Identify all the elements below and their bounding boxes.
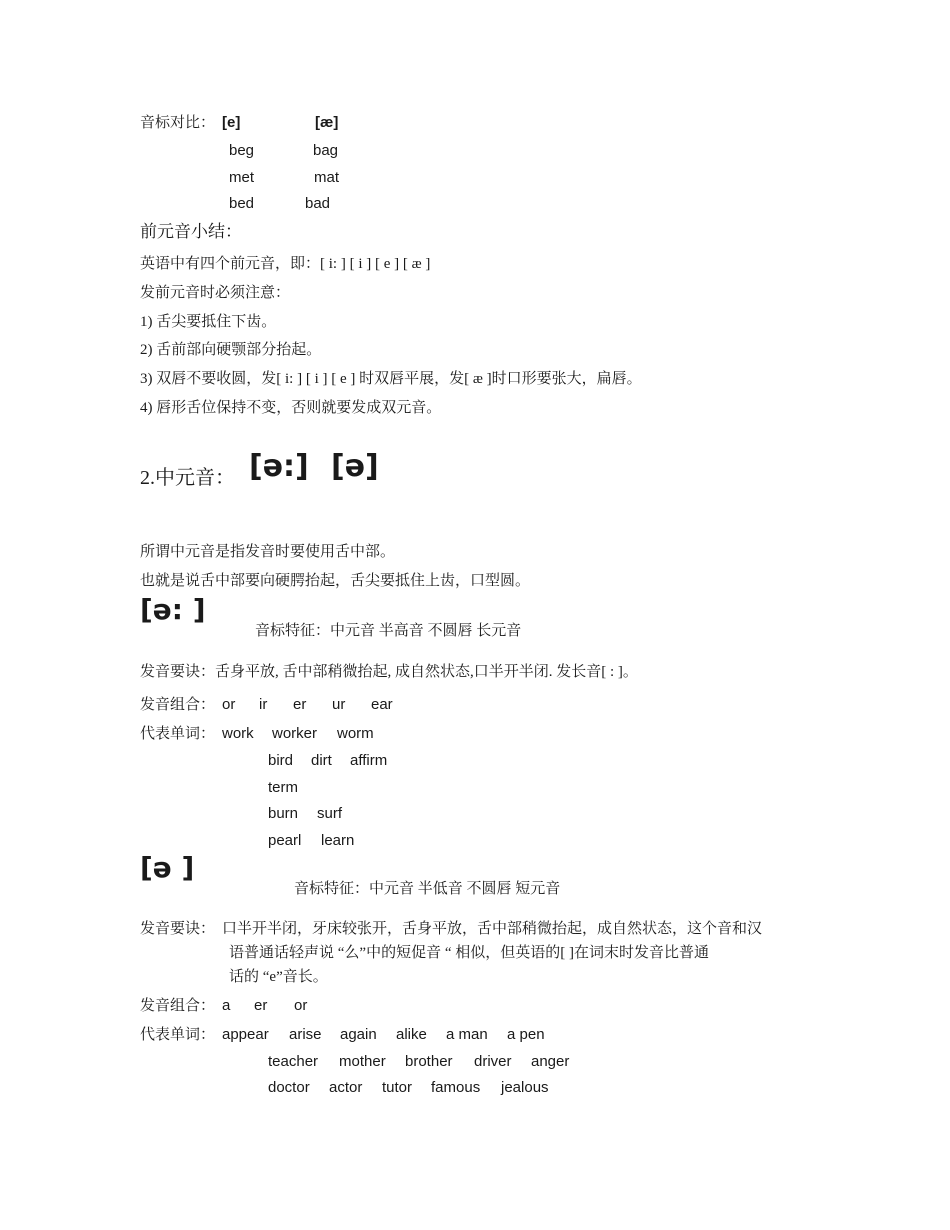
example-word: a man [446, 1026, 488, 1043]
example-word: anger [531, 1053, 570, 1070]
example-word: learn [321, 832, 355, 849]
example-word: famous [431, 1079, 481, 1096]
example-word: again [340, 1026, 377, 1043]
example-word: actor [329, 1079, 363, 1096]
example-word: jealous [501, 1079, 549, 1096]
short-schwa-features: 音标特征：中元音 半低音 不圆唇 短元音 [294, 881, 561, 897]
front-summary-point-3: 3) 双唇不要收圆，发[ i: ] [ i ] [ e ] 时双唇平展，发[ æ ]时口形要张大，扁唇。 [140, 371, 642, 387]
section2-heading: 2.中元音： [140, 467, 235, 489]
compare-word: beg [229, 142, 255, 159]
short-schwa-words-label: 代表单词： [140, 1027, 216, 1043]
example-word: teacher [268, 1053, 319, 1070]
compare-col1-head: [e] [222, 114, 241, 131]
compare-label: 音标对比： [140, 115, 216, 131]
front-summary-point-1: 1) 舌尖要抵住下齿。 [140, 314, 277, 330]
compare-word: bag [313, 142, 339, 159]
example-word: work [222, 725, 254, 742]
short-schwa-tips-line1: 口半开半闭，牙床较张开，舌身平放，舌中部稍微抬起，成自然状态，这个音和汉 [222, 921, 763, 937]
compare-word: met [229, 169, 255, 186]
example-word: dirt [311, 752, 332, 769]
long-schwa-tips: 发音要诀：舌身平放, 舌中部稍微抬起, 成自然状态,口半开半闭. 发长音[ : ]。 [140, 664, 638, 680]
example-word: affirm [350, 752, 388, 769]
long-schwa-words-label: 代表单词： [140, 726, 216, 742]
front-summary-point-4: 4) 唇形舌位保持不变，否则就要发成双元音。 [140, 400, 442, 416]
long-schwa-features: 音标特征：中元音 半高音 不圆唇 长元音 [255, 623, 522, 639]
example-word: doctor [268, 1079, 310, 1096]
compare-col2-head: [æ] [315, 114, 339, 131]
example-word: tutor [382, 1079, 413, 1096]
front-summary-title: 前元音小结： [140, 222, 242, 241]
section2-intro-1: 所谓中元音是指发音时要使用舌中部。 [140, 544, 396, 560]
section2-ipa-long: [ə:] [249, 449, 309, 484]
combo-item: a [222, 997, 231, 1014]
combo-item: ur [332, 696, 346, 713]
combo-item: er [293, 696, 307, 713]
combo-item: er [254, 997, 268, 1014]
compare-word: bad [305, 195, 331, 212]
combo-item: ear [371, 696, 393, 713]
combo-item: or [294, 997, 308, 1014]
example-word: surf [317, 805, 343, 822]
combo-item: ir [259, 696, 268, 713]
compare-word: mat [314, 169, 340, 186]
short-schwa-tips-line2: 语普通话轻声说 “么”中的短促音 “ 相似，但英语的[ ]在词末时发音比普通 [229, 945, 709, 961]
front-summary-point-2: 2) 舌前部向硬颚部分抬起。 [140, 342, 322, 358]
short-schwa-tips-line3: 话的 “e”音长。 [229, 969, 328, 985]
compare-word: bed [229, 195, 255, 212]
example-word: term [268, 779, 298, 796]
short-schwa-combo-label: 发音组合： [140, 998, 216, 1014]
example-word: burn [268, 805, 299, 822]
front-summary-line1: 英语中有四个前元音，即：[ i: ] [ i ] [ e ] [ æ ] [140, 256, 431, 272]
section2-ipa-short: [ə] [331, 449, 379, 484]
example-word: worm [337, 725, 374, 742]
example-word: worker [272, 725, 318, 742]
example-word: appear [222, 1026, 269, 1043]
example-word: brother [405, 1053, 453, 1070]
example-word: driver [474, 1053, 512, 1070]
example-word: mother [339, 1053, 386, 1070]
example-word: arise [289, 1026, 322, 1043]
example-word: a pen [507, 1026, 545, 1043]
short-schwa-symbol: [ə ] [140, 851, 195, 884]
example-word: pearl [268, 832, 302, 849]
long-schwa-combo-label: 发音组合： [140, 697, 216, 713]
section2-intro-2: 也就是说舌中部要向硬腭抬起，舌尖要抵住上齿，口型圆。 [140, 573, 531, 589]
long-schwa-symbol: [ə: ] [140, 593, 206, 626]
short-schwa-tips-label: 发音要诀： [140, 921, 216, 937]
example-word: bird [268, 752, 294, 769]
combo-item: or [222, 696, 236, 713]
front-summary-line2: 发前元音时必须注意： [140, 285, 291, 301]
example-word: alike [396, 1026, 427, 1043]
